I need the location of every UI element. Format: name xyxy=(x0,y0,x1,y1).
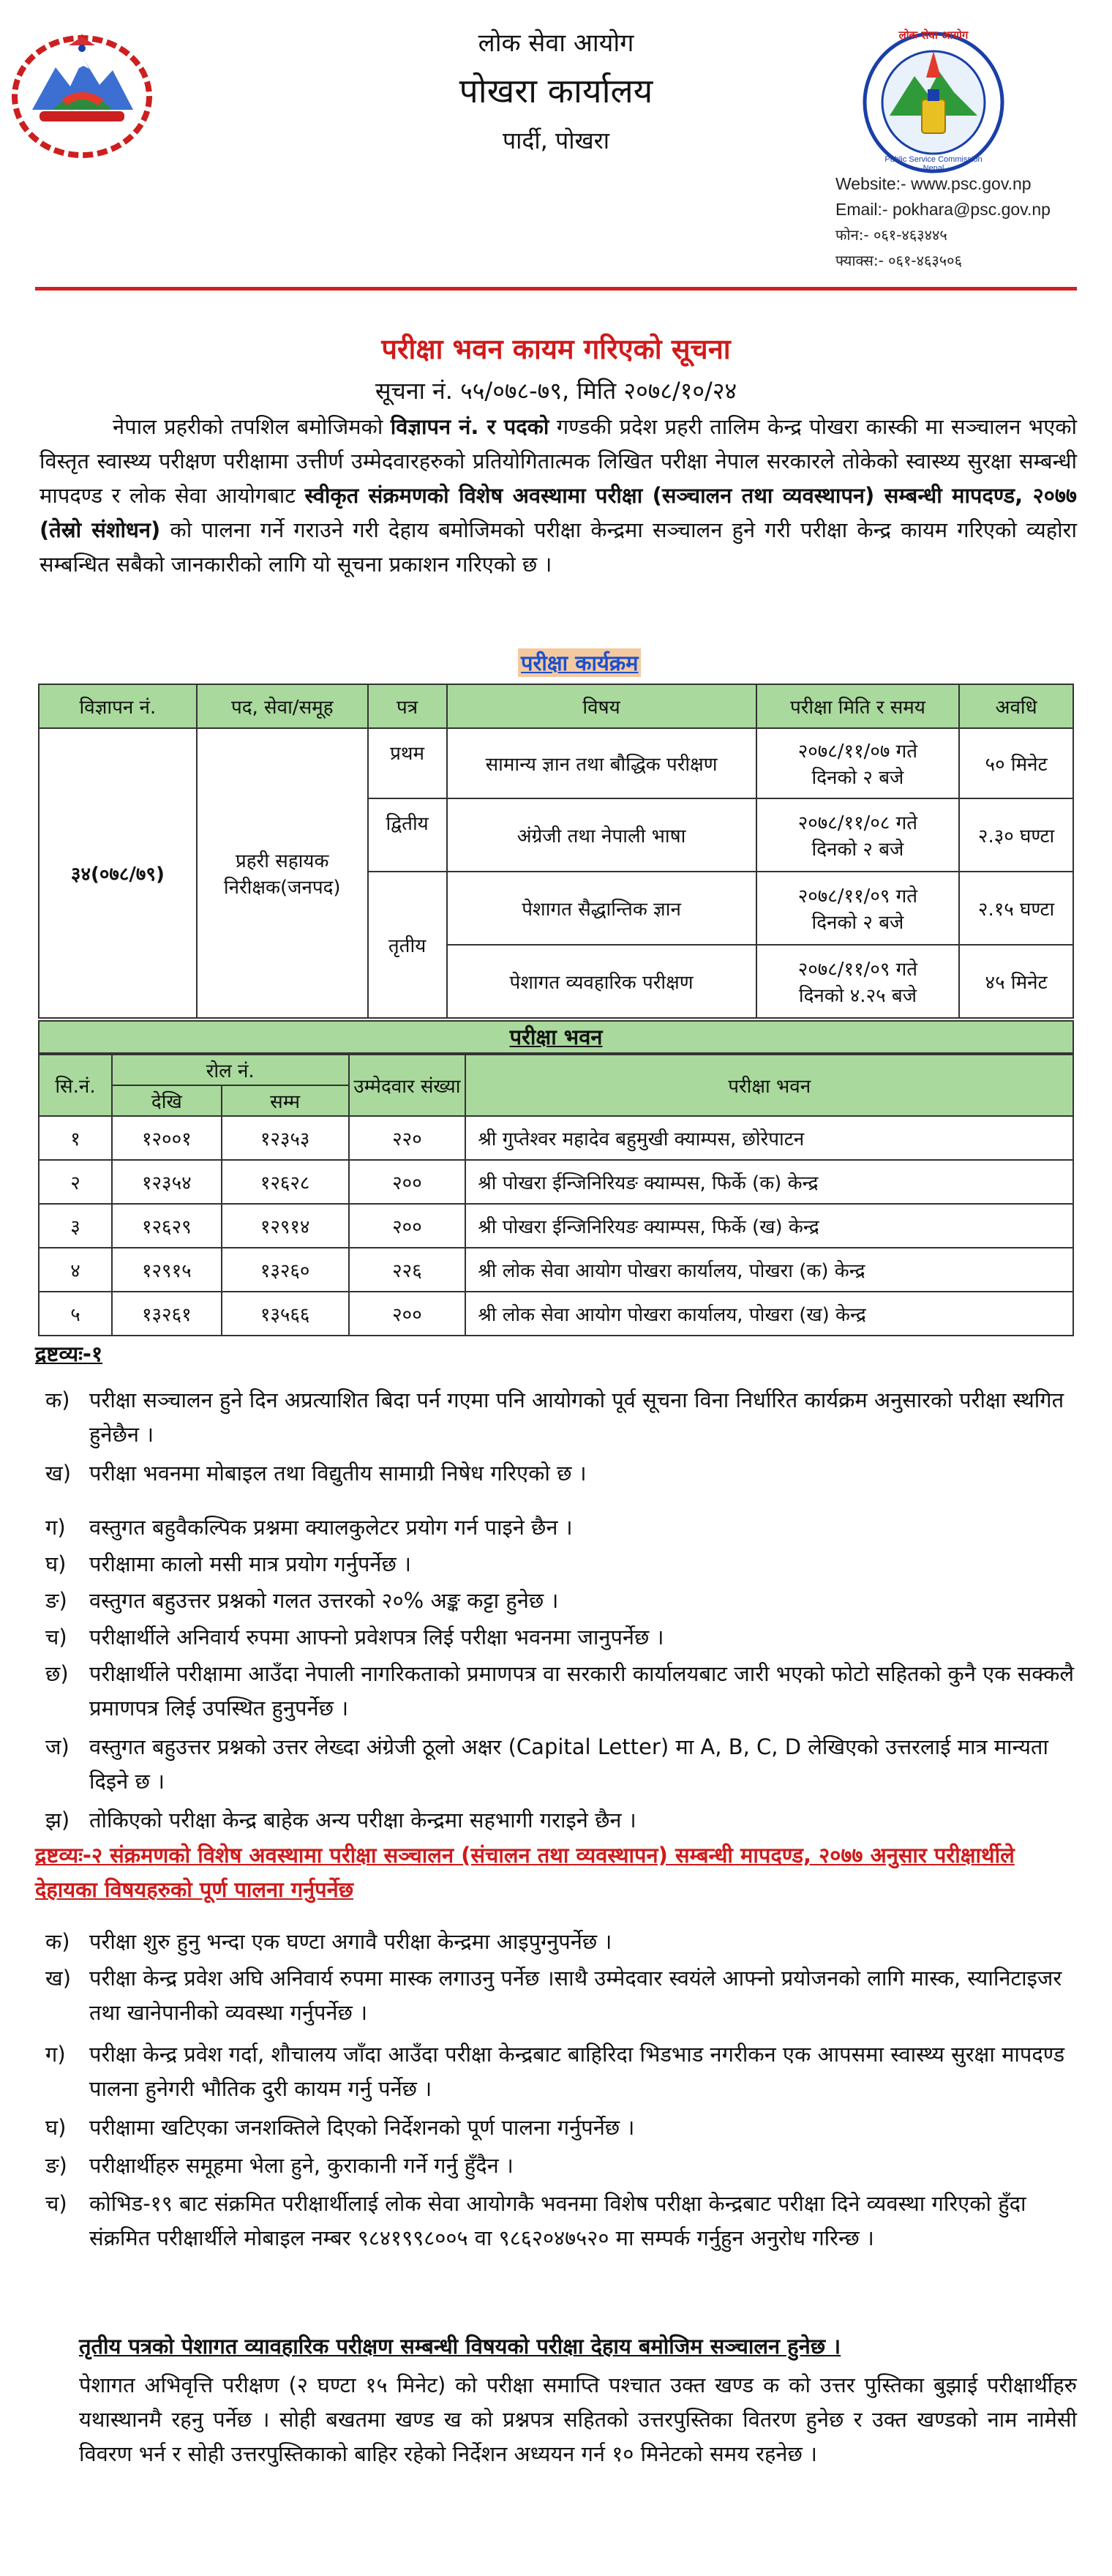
schedule-row xyxy=(39,728,1073,798)
practical-text: पेशागत अभिवृत्ति परीक्षण (२ घण्टा १५ मिनेट) को परीक्षा समाप्ति पश्चात उक्त खण्ड क को उत्तर पुस्तिका बुझाई परीक्षार्थीहरु यथास्थानमै रहनु पर्नेछ । सोही बखतमा खण्ड ख को प्रश्नपत्र सहितको उत्तरपुस्तिका वितरण हुनेछ र उक्त खण्डको नाम नामेसी विवरण भर्न र सोही उत्तरपुस्तिकाको बाहिर रहेको निर्देशन अध्ययन गर्न १० मिनेटको समय रहनेछ । xyxy=(79,2373,1077,2466)
subject-cell: पेशागत सैद्धान्तिक ज्ञान xyxy=(447,872,756,945)
table-row xyxy=(39,1248,1073,1292)
office-location: पार्दी, पोखरा xyxy=(502,127,610,154)
paper-first: प्रथम xyxy=(368,728,447,798)
psc-logo xyxy=(860,29,1007,176)
intro-part-3: को पालना गर्ने गराउने गरी देहाय बमोजिमको परीक्षा केन्द्रमा सञ्चालन हुने गरी परीक्षा केन्द्र कायम गरिएको व्यहोरा सम्बन्धित सबैको जानकारीको लागि यो सूचना प्रकाशन गरिएको छ । xyxy=(40,517,1078,577)
count-cell: २०० xyxy=(349,1204,466,1248)
item-label: ख) xyxy=(45,1966,72,1991)
website-text: Website:- www.psc.gov.np xyxy=(835,174,1032,193)
item-label: घ) xyxy=(45,2115,67,2140)
item-text: कोभिड-१९ बाट संक्रमित परीक्षार्थीलाई लोक सेवा आयोगकै भवनमा विशेष परीक्षा केन्द्रबाट परीक्षा दिने व्यवस्था गरिएको हुँदा संक्रमित परीक्षार्थीले मोबाइल नम्बर ९८४१९९८००५ वा ९८६२०४७५२० मा सम्पर्क गर्नुहुन अनुरोध गरिन्छ । xyxy=(89,2191,1026,2250)
item-text: परीक्षा भवनमा मोबाइल तथा विद्युतीय सामाग्री निषेध गरिएको छ । xyxy=(89,1461,587,1486)
roll-to-cell: १३२६० xyxy=(222,1248,349,1292)
paper-second: द्वितीय xyxy=(368,798,447,872)
note2-heading: द्रष्टव्यः-२ संक्रमणको विशेष अवस्थामा परीक्षा सञ्चालन (संचालन तथा व्यवस्थापन) सम्बन्धी मापदण्ड, २०७७ अनुसार परीक्षार्थीले देहायका विषयहरुको पूर्ण पालना गर्नुपर्नेछ xyxy=(35,1843,1015,1902)
col-roll: रोल नं. xyxy=(112,1055,349,1085)
item-label: ग) xyxy=(45,2042,66,2067)
duration-cell: २.१५ घण्टा xyxy=(959,872,1073,945)
roll-from-cell: १२००१ xyxy=(112,1116,222,1160)
col-roll-from: देखि xyxy=(112,1085,222,1116)
table-row xyxy=(39,1116,1073,1160)
item-text: वस्तुगत बहुउत्तर प्रश्नको गलत उत्तरको २०% अङ्क कट्टा हुनेछ । xyxy=(89,1588,559,1613)
datetime-cell: २०७८/११/०८ गते दिनको २ बजे xyxy=(756,798,960,872)
col-count: उम्मेदवार संख्या xyxy=(349,1055,466,1116)
item-label: झ) xyxy=(45,1808,70,1832)
venue-cell: श्री लोक सेवा आयोग पोखरा कार्यालय, पोखरा (क) केन्द्र xyxy=(465,1248,1073,1292)
item-label: घ) xyxy=(45,1551,67,1576)
item-text: परीक्षा सञ्चालन हुने दिन अप्रत्याशित बिदा पर्न गएमा पनि आयोगको पूर्व सूचना विना निर्धारित कार्यक्रम अनुसारको परीक्षा स्थगित हुनेछैन । xyxy=(89,1388,1064,1447)
org-name: लोक सेवा आयोग xyxy=(478,29,634,58)
table-row xyxy=(39,1160,1073,1204)
count-cell: २२६ xyxy=(349,1248,466,1292)
item-label: ङ) xyxy=(45,2153,67,2178)
header-divider xyxy=(35,287,1077,291)
col-subject: विषय xyxy=(447,684,756,728)
col-post: पद, सेवा/समूह xyxy=(197,684,368,728)
item-text: परीक्षा केन्द्र प्रवेश गर्दा, शौचालय जाँदा आउँदा परीक्षा केन्द्रबाट बाहिरिदा भिडभाड नगरीकन एक आपसमा स्वास्थ्य सुरक्षा मापदण्ड पालना हुनेगरी भौतिक दुरी कायम गर्नु पर्नेछ । xyxy=(89,2042,1065,2101)
col-duration: अवधि xyxy=(959,684,1073,728)
venue-cell: श्री गुप्तेश्वर महादेव बहुमुखी क्याम्पस, छोरेपाटन xyxy=(465,1116,1073,1160)
post-name: प्रहरी सहायक निरीक्षक(जनपद) xyxy=(197,728,368,1018)
datetime-cell: २०७८/११/०९ गते दिनको ४.२५ बजे xyxy=(756,945,960,1018)
psc-logo-subtext: Public Service Commission Nepal xyxy=(884,155,983,173)
schedule-heading: परीक्षा कार्यक्रम xyxy=(518,648,641,677)
intro-part-1: नेपाल प्रहरीको तपशिल बमोजिमको xyxy=(113,414,383,439)
venue-table xyxy=(38,1054,1074,1336)
item-label: क) xyxy=(45,1388,70,1412)
note1-heading: द्रष्टव्यः-१ xyxy=(35,1341,103,1366)
ad-number: ३४(०७८/७९) xyxy=(39,728,197,1018)
item-label: च) xyxy=(45,2191,67,2216)
col-datetime: परीक्षा मिति र समय xyxy=(756,684,960,728)
roll-to-cell: १३५६६ xyxy=(222,1292,349,1336)
roll-from-cell: १२३५४ xyxy=(112,1160,222,1204)
list-item xyxy=(45,1383,1077,1452)
notice-number: सूचना नं. ५५/०७८-७९, मिति २०७८/१०/२४ xyxy=(375,377,737,405)
sn-cell: १ xyxy=(39,1116,112,1160)
intro-bold-1: विज्ञापन नं. र पदको xyxy=(390,414,549,439)
sn-cell: ५ xyxy=(39,1292,112,1336)
item-label: क) xyxy=(45,1929,70,1954)
intro-part-2: गण्डकी प्रदेश प्रहरी तालिम केन्द्र पोखरा कास्की मा सञ्चालन भएको विस्तृत स्वास्थ्य परीक्षण परीक्षामा उत्तीर्ण उम्मेदवारहरुको प्रतियोगितात्मक लिखित परीक्षा नेपाल सरकारले तोकेको स्वास्थ्य सुरक्षा सम्बन्धी मापदण्ड र लोक सेवा आयोगबाट xyxy=(40,414,1078,508)
subject-cell: पेशागत व्यवहारिक परीक्षण xyxy=(447,945,756,1018)
subject-cell: सामान्य ज्ञान तथा बौद्धिक परीक्षण xyxy=(447,728,756,798)
duration-cell: ४५ मिनेट xyxy=(959,945,1073,1018)
roll-to-cell: १२९१४ xyxy=(222,1204,349,1248)
col-roll-to: सम्म xyxy=(222,1085,349,1116)
col-sn: सि.नं. xyxy=(39,1055,112,1116)
venue-cell: श्री पोखरा ईन्जिनिरियङ क्याम्पस, फिर्के (क) केन्द्र xyxy=(465,1160,1073,1204)
phone-text: फोन:- ०६१-४६३४४५ xyxy=(835,226,947,244)
schedule-table xyxy=(38,684,1074,1019)
table-row xyxy=(39,1204,1073,1248)
roll-from-cell: १२९१५ xyxy=(112,1248,222,1292)
item-text: परीक्षार्थीहरु समूहमा भेला हुने, कुराकानी गर्ने गर्नु हुँदैन । xyxy=(89,2153,514,2178)
datetime-cell: २०७८/११/०७ गते दिनको २ बजे xyxy=(756,728,960,798)
table-row xyxy=(39,1292,1073,1336)
practical-heading: तृतीय पत्रको पेशागत व्यावहारिक परीक्षण सम्बन्धी विषयको परीक्षा देहाय बमोजिम सञ्चालन हुनेछ । xyxy=(79,2334,841,2359)
roll-from-cell: १३२६१ xyxy=(112,1292,222,1336)
count-cell: २०० xyxy=(349,1292,466,1336)
email-text: Email:- pokhara@psc.gov.np xyxy=(835,200,1051,219)
notice-title: परीक्षा भवन कायम गरिएको सूचना xyxy=(381,333,731,365)
item-label: ख) xyxy=(45,1461,72,1486)
item-text: परीक्षा शुरु हुनु भन्दा एक घण्टा अगावै परीक्षा केन्द्रमा आइपुग्नुपर्नेछ । xyxy=(89,1929,612,1954)
sn-cell: २ xyxy=(39,1160,112,1204)
item-text: परीक्षार्थीले अनिवार्य रुपमा आफ्नो प्रवेशपत्र लिई परीक्षा भवनमा जानुपर्नेछ । xyxy=(89,1625,664,1650)
paper-third: तृतीय xyxy=(368,872,447,1018)
duration-cell: ५० मिनेट xyxy=(959,728,1073,798)
fax-text: फ्याक्स:- ०६१-४६३५०६ xyxy=(835,252,962,269)
item-text: परीक्षार्थीले परीक्षामा आउँदा नेपाली नागरिकताको प्रमाणपत्र वा सरकारी कार्यालयबाट जारी भएको फोटो सहितको कुनै एक सक्कलै प्रमाणपत्र लिई उपस्थित हुनुपर्नेछ । xyxy=(89,1661,1075,1721)
item-text: वस्तुगत बहुवैकल्पिक प्रश्नमा क्यालकुलेटर प्रयोग गर्न पाइने छैन । xyxy=(89,1515,573,1540)
item-label: ङ) xyxy=(45,1588,67,1613)
subject-cell: अंग्रेजी तथा नेपाली भाषा xyxy=(447,798,756,872)
office-name: पोखरा कार्यालय xyxy=(459,71,653,111)
count-cell: २२० xyxy=(349,1116,466,1160)
count-cell: २०० xyxy=(349,1160,466,1204)
item-label: छ) xyxy=(45,1661,69,1686)
item-text: वस्तुगत बहुउत्तर प्रश्नको उत्तर लेख्दा अंग्रेजी ठूलो अक्षर (Capital Letter) मा A, B, C, D लेखिएको उत्तरलाई मात्र मान्यता दिइने छ । xyxy=(89,1734,1048,1794)
col-ad-no: विज्ञापन नं. xyxy=(39,684,197,728)
datetime-cell: २०७८/११/०९ गते दिनको २ बजे xyxy=(756,872,960,945)
venue-header-row xyxy=(39,1055,1073,1085)
item-text: परीक्षामा खटिएका जनशक्तिले दिएको निर्देशनको पूर्ण पालना गर्नुपर्नेछ । xyxy=(89,2115,635,2140)
roll-to-cell: १२६२८ xyxy=(222,1160,349,1204)
psc-logo-text: लोक सेवा आयोग xyxy=(898,29,969,42)
item-label: ग) xyxy=(45,1515,66,1540)
item-text: तोकिएको परीक्षा केन्द्र बाहेक अन्य परीक्षा केन्द्रमा सहभागी गराइने छैन । xyxy=(89,1808,636,1832)
col-venue: परीक्षा भवन xyxy=(465,1055,1073,1116)
sn-cell: ४ xyxy=(39,1248,112,1292)
venue-cell: श्री लोक सेवा आयोग पोखरा कार्यालय, पोखरा (ख) केन्द्र xyxy=(465,1292,1073,1336)
col-paper: पत्र xyxy=(368,684,447,728)
intro-paragraph xyxy=(40,410,1077,582)
schedule-header-row xyxy=(39,684,1073,728)
sn-cell: ३ xyxy=(39,1204,112,1248)
duration-cell: २.३० घण्टा xyxy=(959,798,1073,872)
item-text: परीक्षा केन्द्र प्रवेश अघि अनिवार्य रुपमा मास्क लगाउनु पर्नेछ ।साथै उम्मेदवार स्वयंले आफ्नो प्रयोजनको लागि मास्क, स्यानिटाइजर तथा खानेपानीको व्यवस्था गर्नुपर्नेछ । xyxy=(89,1966,1062,2025)
venue-heading: परीक्षा भवन xyxy=(38,1020,1074,1054)
intro-bold-2: स्वीकृत संक्रमणको विशेष अवस्थामा परीक्षा (सञ्चालन तथा व्यवस्थापन) सम्बन्धी मापदण्ड, २०७७ (तेस्रो संशोधन) xyxy=(40,483,1077,542)
item-text: परीक्षामा कालो मसी मात्र प्रयोग गर्नुपर्नेछ । xyxy=(89,1551,412,1576)
venue-cell: श्री पोखरा ईन्जिनिरियङ क्याम्पस, फिर्के (ख) केन्द्र xyxy=(465,1204,1073,1248)
item-label: च) xyxy=(45,1625,67,1650)
item-label: ज) xyxy=(45,1734,70,1759)
roll-from-cell: १२६२९ xyxy=(112,1204,222,1248)
roll-to-cell: १२३५३ xyxy=(222,1116,349,1160)
